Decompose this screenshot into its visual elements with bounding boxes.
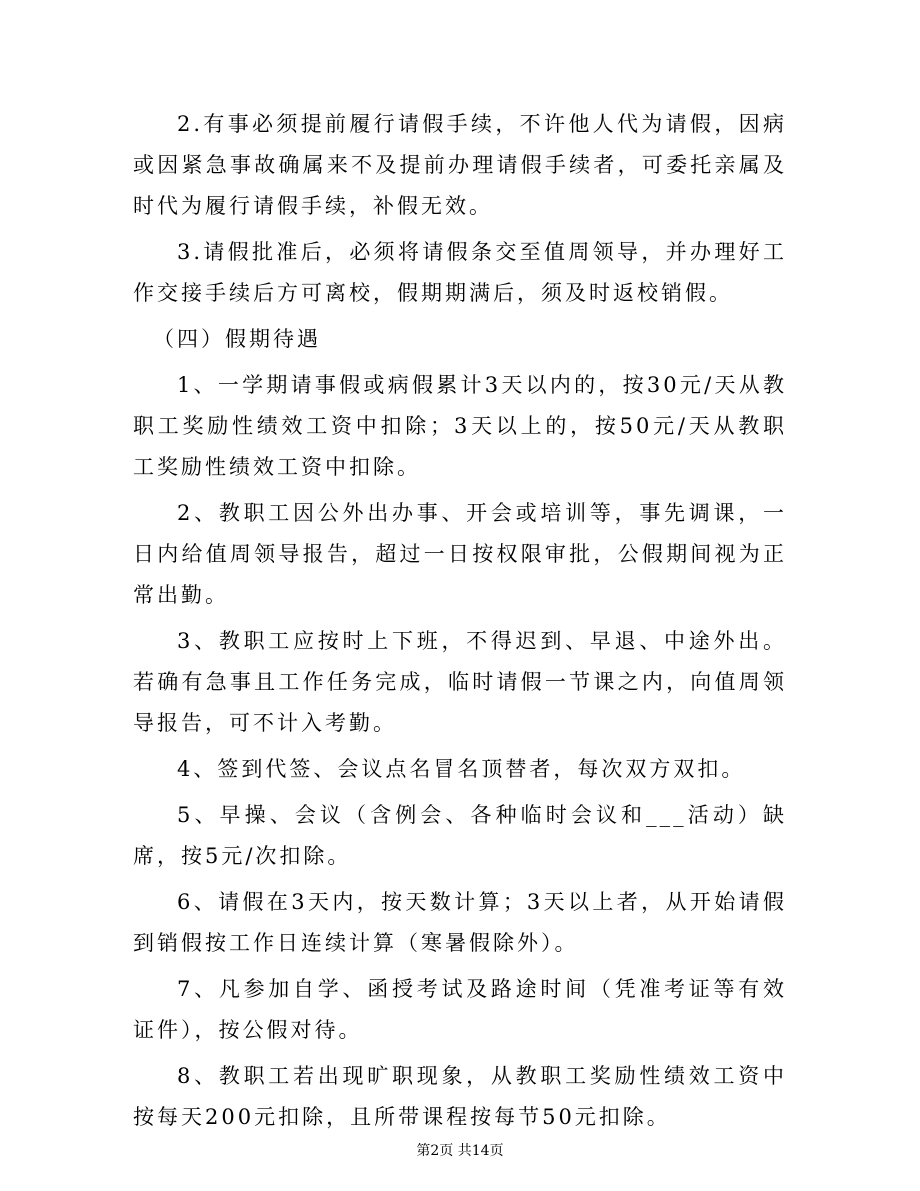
paragraph-leave-procedure: 2.有事必须提前履行请假手续，不许他人代为请假，因病或因紧急事故确属来不及提前办理请假手续者，可委托亲属及时代为履行请假手续，补假无效。	[133, 112, 787, 218]
paragraph-item-1: 1、一学期请事假或病假累计3天以内的，按30元/天从教职工奖励性绩效工资中扣除；3天以上的，按50元/天从教职工奖励性绩效工资中扣除。	[133, 373, 787, 479]
paragraph-item-7: 7、凡参加自学、函授考试及路途时间（凭准考证等有效证件），按公假对待。	[133, 977, 787, 1042]
paragraph-item-5: 5、早操、会议（含例会、各种临时会议和___活动）缺席，按5元/次扣除。	[133, 803, 787, 868]
paragraph-item-3: 3、教职工应按时上下班，不得迟到、早退、中途外出。若确有急事且工作任务完成，临时请假一节课之内，向值周领导报告，可不计入考勤。	[133, 629, 787, 735]
document-body	[133, 104, 787, 1143]
paragraph-item-6: 6、请假在3天内，按天数计算；3天以上者，从开始请假到销假按工作日连续计算（寒暑假除外）。	[133, 890, 787, 955]
section-heading-leave-treatment: （四）假期待遇	[153, 327, 321, 351]
page-number-footer: 第2页 共14页	[416, 1143, 504, 1159]
paragraph-leave-approval: 3.请假批准后，必须将请假条交至值周领导，并办理好工作交接手续后方可离校，假期期满后，须及时返校销假。	[133, 240, 787, 305]
paragraph-item-2: 2、教职工因公外出办事、开会或培训等，事先调课，一日内给值周领导报告，超过一日按权限审批，公假期间视为正常出勤。	[133, 501, 787, 607]
paragraph-item-4: 4、签到代签、会议点名冒名顶替者，每次双方双扣。	[177, 757, 746, 781]
paragraph-item-8: 8、教职工若出现旷职现象，从教职工奖励性绩效工资中按每天200元扣除，且所带课程按每节50元扣除。	[133, 1064, 787, 1129]
